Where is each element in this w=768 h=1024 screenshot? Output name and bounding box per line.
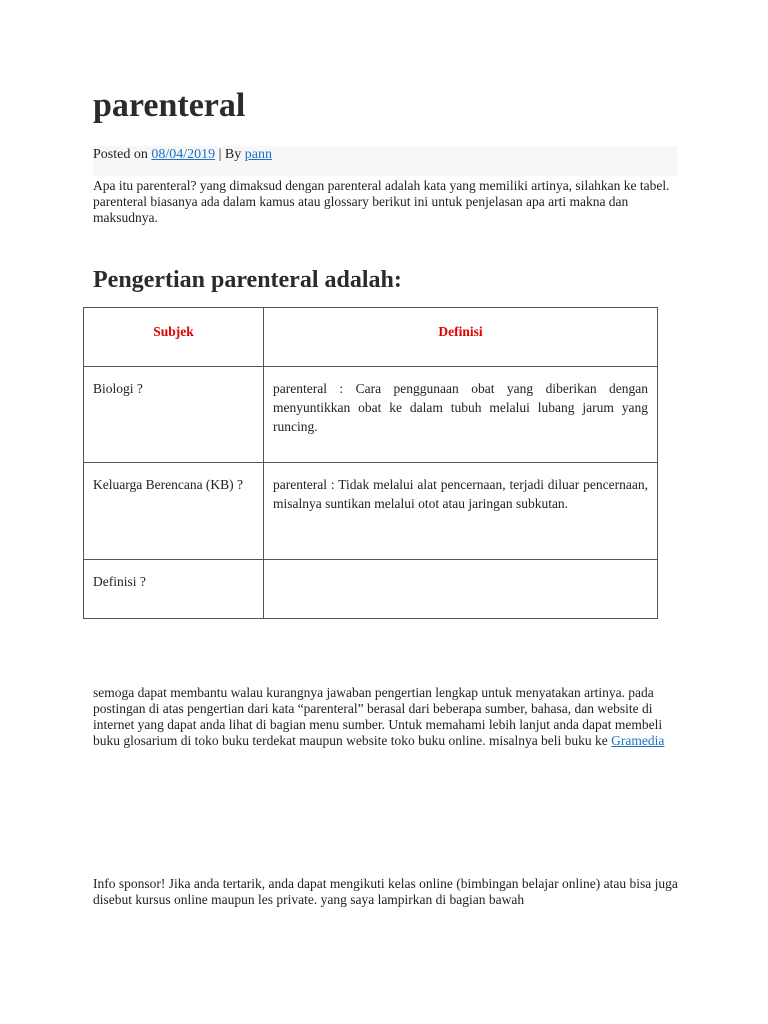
definition-text	[264, 560, 657, 572]
table-row	[84, 560, 658, 619]
post-date-link[interactable]: 08/04/2019	[151, 147, 216, 162]
table-header-row	[84, 308, 658, 367]
definition-text: parenteral : Tidak melalui alat pencernaan, terjadi diluar pencernaan, misalnya suntikan melalui otot atau jaringan subkutan.	[273, 477, 648, 511]
page-title: parenteral	[93, 87, 246, 124]
table-row	[84, 367, 658, 463]
post-meta	[93, 146, 677, 176]
definition-cell	[264, 463, 658, 560]
definition-cell	[264, 367, 658, 463]
section-heading: Pengertian parenteral adalah:	[93, 267, 402, 293]
header-definition	[264, 308, 658, 367]
closing-text: semoga dapat membantu walau kurangnya jawaban pengertian lengkap untuk menyatakan artinya. pada postingan di atas pengertian dari kata “parenteral” berasal dari beberapa sumber, bahasa, dan website di internet yang dapat anda lihat di bagian menu sumber. Untuk memahami lebih lanjut anda dapat membeli buku glosarium di toko buku terdekat maupun website toko buku online. misalnya beli buku ke	[93, 685, 663, 748]
sponsor-paragraph: Info sponsor! Jika anda tertarik, anda dapat mengikuti kelas online (bimbingan belajar online) atau bisa juga disebut kursus online maupun les private. yang saya lampirkan di bagian bawah	[93, 876, 678, 907]
header-definition-label: Definisi	[438, 324, 483, 339]
posted-on-label: Posted on	[93, 147, 148, 162]
definition-table	[83, 307, 658, 619]
definition-cell	[264, 560, 658, 619]
author-link[interactable]: pann	[244, 147, 272, 162]
subject-text: Keluarga Berencana (KB) ?	[93, 477, 244, 492]
header-subject-label: Subjek	[153, 324, 194, 339]
header-subject	[84, 308, 264, 367]
subject-cell	[84, 463, 264, 560]
definition-text: parenteral : Cara penggunaan obat yang diberikan dengan menyuntikkan obat ke dalam tubuh melalui lubang jarum yang runcing.	[273, 381, 648, 434]
gramedia-link[interactable]: Gramedia	[611, 733, 665, 748]
subject-cell	[84, 560, 264, 619]
subject-cell	[84, 367, 264, 463]
table-row	[84, 463, 658, 560]
subject-text: Definisi ?	[93, 574, 146, 589]
subject-text: Biologi ?	[93, 381, 143, 396]
meta-separator: | By	[218, 147, 242, 162]
intro-paragraph: Apa itu parenteral? yang dimaksud dengan parenteral adalah kata yang memiliki artinya, silahkan ke tabel. parenteral biasanya ada dalam kamus atau glossary berikut ini untuk penjelasan apa arti makna dan maksudnya.	[93, 178, 670, 225]
closing-paragraph	[93, 685, 683, 749]
